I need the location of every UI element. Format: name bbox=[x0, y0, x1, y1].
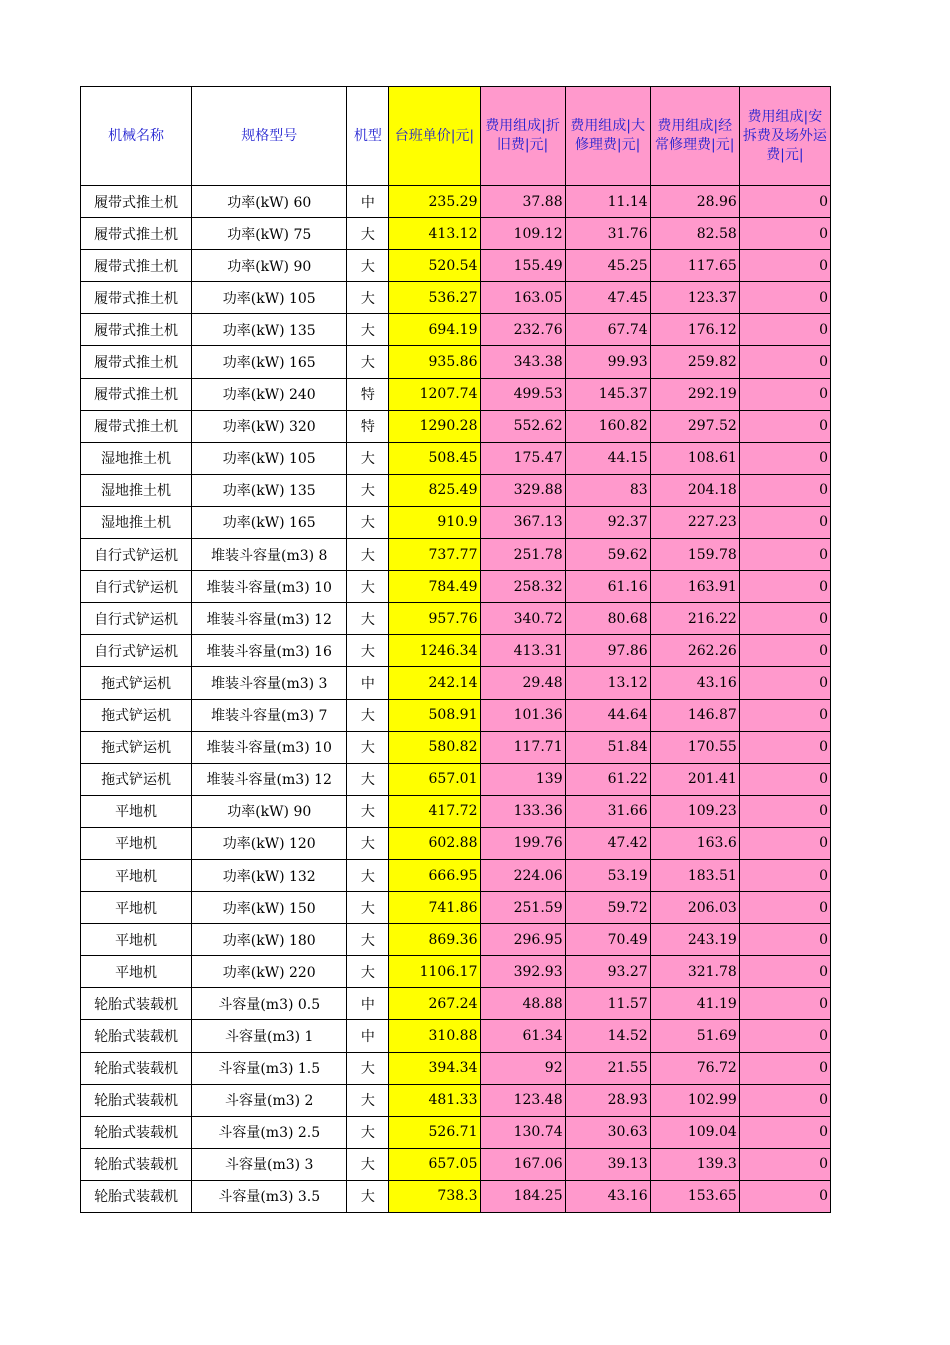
cell-price: 536.27 bbox=[389, 282, 480, 314]
table-row bbox=[81, 988, 831, 1020]
cell-spec: 堆装斗容量(m3) 10 bbox=[192, 571, 347, 603]
cell-install: 0 bbox=[739, 1148, 830, 1180]
cell-install: 0 bbox=[739, 635, 830, 667]
cell-name: 平地机 bbox=[81, 924, 192, 956]
table-body bbox=[81, 186, 831, 1213]
cell-depreciation: 130.74 bbox=[480, 1116, 565, 1148]
cell-depreciation: 232.76 bbox=[480, 314, 565, 346]
cell-overhaul: 47.45 bbox=[565, 282, 650, 314]
cell-name: 湿地推土机 bbox=[81, 442, 192, 474]
header-depreciation: 费用组成|折旧费|元| bbox=[480, 87, 565, 186]
cell-price: 508.45 bbox=[389, 442, 480, 474]
cell-install: 0 bbox=[739, 539, 830, 571]
cell-overhaul: 92.37 bbox=[565, 506, 650, 538]
cell-type: 大 bbox=[347, 506, 389, 538]
cell-overhaul: 28.93 bbox=[565, 1084, 650, 1116]
cell-maintenance: 117.65 bbox=[650, 250, 739, 282]
table-row bbox=[81, 506, 831, 538]
cell-overhaul: 99.93 bbox=[565, 346, 650, 378]
cell-maintenance: 41.19 bbox=[650, 988, 739, 1020]
cell-install: 0 bbox=[739, 378, 830, 410]
cell-depreciation: 329.88 bbox=[480, 474, 565, 506]
cell-maintenance: 43.16 bbox=[650, 667, 739, 699]
cell-spec: 功率(kW) 75 bbox=[192, 218, 347, 250]
cell-overhaul: 61.16 bbox=[565, 571, 650, 603]
table-row bbox=[81, 314, 831, 346]
cell-name: 履带式推土机 bbox=[81, 250, 192, 282]
table-row bbox=[81, 956, 831, 988]
cell-maintenance: 183.51 bbox=[650, 859, 739, 891]
cell-type: 大 bbox=[347, 763, 389, 795]
cell-depreciation: 343.38 bbox=[480, 346, 565, 378]
cell-type: 大 bbox=[347, 1084, 389, 1116]
cell-price: 413.12 bbox=[389, 218, 480, 250]
cell-maintenance: 259.82 bbox=[650, 346, 739, 378]
table-row bbox=[81, 1180, 831, 1212]
header-spec: 规格型号 bbox=[192, 87, 347, 186]
cell-price: 694.19 bbox=[389, 314, 480, 346]
cell-maintenance: 227.23 bbox=[650, 506, 739, 538]
cell-depreciation: 251.78 bbox=[480, 539, 565, 571]
cell-maintenance: 159.78 bbox=[650, 539, 739, 571]
cell-overhaul: 21.55 bbox=[565, 1052, 650, 1084]
table-row bbox=[81, 1116, 831, 1148]
cell-name: 平地机 bbox=[81, 827, 192, 859]
cell-type: 中 bbox=[347, 186, 389, 218]
cell-price: 737.77 bbox=[389, 539, 480, 571]
cell-spec: 堆装斗容量(m3) 16 bbox=[192, 635, 347, 667]
cell-name: 履带式推土机 bbox=[81, 410, 192, 442]
cell-spec: 斗容量(m3) 0.5 bbox=[192, 988, 347, 1020]
cell-price: 520.54 bbox=[389, 250, 480, 282]
cell-price: 1246.34 bbox=[389, 635, 480, 667]
cell-depreciation: 61.34 bbox=[480, 1020, 565, 1052]
cell-name: 履带式推土机 bbox=[81, 218, 192, 250]
cell-install: 0 bbox=[739, 827, 830, 859]
cell-install: 0 bbox=[739, 1180, 830, 1212]
cell-install: 0 bbox=[739, 699, 830, 731]
header-price: 台班单价|元| bbox=[389, 87, 480, 186]
cell-price: 1207.74 bbox=[389, 378, 480, 410]
cell-depreciation: 184.25 bbox=[480, 1180, 565, 1212]
cell-spec: 斗容量(m3) 3 bbox=[192, 1148, 347, 1180]
cell-maintenance: 206.03 bbox=[650, 892, 739, 924]
cell-spec: 功率(kW) 135 bbox=[192, 314, 347, 346]
cell-name: 轮胎式装载机 bbox=[81, 988, 192, 1020]
cell-name: 自行式铲运机 bbox=[81, 571, 192, 603]
cell-install: 0 bbox=[739, 603, 830, 635]
cell-name: 平地机 bbox=[81, 795, 192, 827]
cell-overhaul: 44.64 bbox=[565, 699, 650, 731]
cell-maintenance: 204.18 bbox=[650, 474, 739, 506]
cell-install: 0 bbox=[739, 250, 830, 282]
cell-maintenance: 321.78 bbox=[650, 956, 739, 988]
cell-name: 平地机 bbox=[81, 859, 192, 891]
cell-type: 大 bbox=[347, 282, 389, 314]
cell-name: 轮胎式装载机 bbox=[81, 1020, 192, 1052]
cell-depreciation: 296.95 bbox=[480, 924, 565, 956]
cell-spec: 功率(kW) 150 bbox=[192, 892, 347, 924]
cell-install: 0 bbox=[739, 410, 830, 442]
table-row bbox=[81, 827, 831, 859]
cell-spec: 斗容量(m3) 2 bbox=[192, 1084, 347, 1116]
cell-spec: 功率(kW) 135 bbox=[192, 474, 347, 506]
cell-name: 平地机 bbox=[81, 892, 192, 924]
cell-price: 235.29 bbox=[389, 186, 480, 218]
cell-type: 大 bbox=[347, 795, 389, 827]
header-row bbox=[81, 87, 831, 186]
cell-maintenance: 163.6 bbox=[650, 827, 739, 859]
table-row bbox=[81, 699, 831, 731]
cell-depreciation: 199.76 bbox=[480, 827, 565, 859]
cell-spec: 斗容量(m3) 1 bbox=[192, 1020, 347, 1052]
cell-install: 0 bbox=[739, 314, 830, 346]
cell-maintenance: 51.69 bbox=[650, 1020, 739, 1052]
cell-depreciation: 29.48 bbox=[480, 667, 565, 699]
cell-type: 大 bbox=[347, 699, 389, 731]
cell-type: 大 bbox=[347, 731, 389, 763]
cell-depreciation: 92 bbox=[480, 1052, 565, 1084]
cell-overhaul: 59.62 bbox=[565, 539, 650, 571]
cell-name: 平地机 bbox=[81, 956, 192, 988]
cell-type: 大 bbox=[347, 250, 389, 282]
cell-overhaul: 61.22 bbox=[565, 763, 650, 795]
cell-spec: 功率(kW) 60 bbox=[192, 186, 347, 218]
cell-price: 869.36 bbox=[389, 924, 480, 956]
cell-price: 738.3 bbox=[389, 1180, 480, 1212]
cell-type: 大 bbox=[347, 314, 389, 346]
cell-type: 大 bbox=[347, 1180, 389, 1212]
cell-spec: 功率(kW) 105 bbox=[192, 282, 347, 314]
cell-type: 中 bbox=[347, 667, 389, 699]
cell-type: 大 bbox=[347, 346, 389, 378]
cell-price: 666.95 bbox=[389, 859, 480, 891]
cell-maintenance: 146.87 bbox=[650, 699, 739, 731]
cell-price: 825.49 bbox=[389, 474, 480, 506]
cell-install: 0 bbox=[739, 988, 830, 1020]
cell-price: 1106.17 bbox=[389, 956, 480, 988]
machinery-cost-table bbox=[80, 86, 831, 1213]
cell-price: 417.72 bbox=[389, 795, 480, 827]
cell-type: 大 bbox=[347, 442, 389, 474]
cell-spec: 功率(kW) 220 bbox=[192, 956, 347, 988]
cell-name: 湿地推土机 bbox=[81, 506, 192, 538]
table-row bbox=[81, 1020, 831, 1052]
cell-type: 大 bbox=[347, 1052, 389, 1084]
cell-spec: 堆装斗容量(m3) 12 bbox=[192, 763, 347, 795]
cell-spec: 功率(kW) 105 bbox=[192, 442, 347, 474]
cell-type: 中 bbox=[347, 1020, 389, 1052]
cell-overhaul: 43.16 bbox=[565, 1180, 650, 1212]
cell-name: 自行式铲运机 bbox=[81, 603, 192, 635]
table-row bbox=[81, 603, 831, 635]
cell-price: 481.33 bbox=[389, 1084, 480, 1116]
cell-spec: 功率(kW) 165 bbox=[192, 506, 347, 538]
cell-price: 267.24 bbox=[389, 988, 480, 1020]
table-row bbox=[81, 892, 831, 924]
cell-name: 轮胎式装载机 bbox=[81, 1084, 192, 1116]
cell-depreciation: 123.48 bbox=[480, 1084, 565, 1116]
cell-spec: 功率(kW) 132 bbox=[192, 859, 347, 891]
cell-name: 拖式铲运机 bbox=[81, 731, 192, 763]
cell-price: 394.34 bbox=[389, 1052, 480, 1084]
cell-maintenance: 201.41 bbox=[650, 763, 739, 795]
cell-install: 0 bbox=[739, 763, 830, 795]
cell-install: 0 bbox=[739, 859, 830, 891]
cell-spec: 斗容量(m3) 1.5 bbox=[192, 1052, 347, 1084]
cell-maintenance: 216.22 bbox=[650, 603, 739, 635]
cell-type: 大 bbox=[347, 635, 389, 667]
cell-type: 大 bbox=[347, 859, 389, 891]
cell-price: 242.14 bbox=[389, 667, 480, 699]
cell-maintenance: 292.19 bbox=[650, 378, 739, 410]
cell-name: 自行式铲运机 bbox=[81, 635, 192, 667]
header-install: 费用组成|安拆费及场外运费|元| bbox=[739, 87, 830, 186]
cell-install: 0 bbox=[739, 442, 830, 474]
cell-overhaul: 80.68 bbox=[565, 603, 650, 635]
cell-type: 特 bbox=[347, 378, 389, 410]
cell-install: 0 bbox=[739, 571, 830, 603]
table-row bbox=[81, 763, 831, 795]
table-row bbox=[81, 571, 831, 603]
cell-install: 0 bbox=[739, 218, 830, 250]
cell-depreciation: 117.71 bbox=[480, 731, 565, 763]
cell-spec: 功率(kW) 180 bbox=[192, 924, 347, 956]
cell-name: 轮胎式装载机 bbox=[81, 1148, 192, 1180]
table-row bbox=[81, 731, 831, 763]
cell-overhaul: 145.37 bbox=[565, 378, 650, 410]
cell-name: 拖式铲运机 bbox=[81, 667, 192, 699]
table-row bbox=[81, 218, 831, 250]
cell-install: 0 bbox=[739, 346, 830, 378]
cell-spec: 堆装斗容量(m3) 7 bbox=[192, 699, 347, 731]
cell-overhaul: 45.25 bbox=[565, 250, 650, 282]
cell-type: 大 bbox=[347, 1116, 389, 1148]
cell-overhaul: 67.74 bbox=[565, 314, 650, 346]
cell-spec: 堆装斗容量(m3) 10 bbox=[192, 731, 347, 763]
table-row bbox=[81, 667, 831, 699]
cell-name: 湿地推土机 bbox=[81, 474, 192, 506]
cell-name: 轮胎式装载机 bbox=[81, 1116, 192, 1148]
cell-overhaul: 59.72 bbox=[565, 892, 650, 924]
cell-spec: 堆装斗容量(m3) 8 bbox=[192, 539, 347, 571]
cell-maintenance: 109.23 bbox=[650, 795, 739, 827]
cell-maintenance: 102.99 bbox=[650, 1084, 739, 1116]
cell-price: 784.49 bbox=[389, 571, 480, 603]
cell-type: 特 bbox=[347, 410, 389, 442]
cell-price: 1290.28 bbox=[389, 410, 480, 442]
cell-price: 602.88 bbox=[389, 827, 480, 859]
table-row bbox=[81, 795, 831, 827]
cell-type: 大 bbox=[347, 218, 389, 250]
header-maintenance: 费用组成|经常修理费|元| bbox=[650, 87, 739, 186]
cell-type: 大 bbox=[347, 603, 389, 635]
cell-spec: 堆装斗容量(m3) 3 bbox=[192, 667, 347, 699]
cell-maintenance: 28.96 bbox=[650, 186, 739, 218]
table-row bbox=[81, 1084, 831, 1116]
cell-maintenance: 170.55 bbox=[650, 731, 739, 763]
cell-type: 大 bbox=[347, 827, 389, 859]
cell-install: 0 bbox=[739, 1084, 830, 1116]
cell-name: 履带式推土机 bbox=[81, 186, 192, 218]
cell-type: 大 bbox=[347, 539, 389, 571]
cell-maintenance: 76.72 bbox=[650, 1052, 739, 1084]
cell-overhaul: 31.66 bbox=[565, 795, 650, 827]
cell-overhaul: 47.42 bbox=[565, 827, 650, 859]
cell-install: 0 bbox=[739, 924, 830, 956]
cell-spec: 功率(kW) 320 bbox=[192, 410, 347, 442]
cell-name: 自行式铲运机 bbox=[81, 539, 192, 571]
cell-price: 910.9 bbox=[389, 506, 480, 538]
table-row bbox=[81, 539, 831, 571]
cell-overhaul: 93.27 bbox=[565, 956, 650, 988]
cell-name: 履带式推土机 bbox=[81, 346, 192, 378]
table-row bbox=[81, 1052, 831, 1084]
cell-price: 957.76 bbox=[389, 603, 480, 635]
cell-install: 0 bbox=[739, 282, 830, 314]
cell-overhaul: 13.12 bbox=[565, 667, 650, 699]
cell-overhaul: 53.19 bbox=[565, 859, 650, 891]
cell-overhaul: 83 bbox=[565, 474, 650, 506]
cell-overhaul: 30.63 bbox=[565, 1116, 650, 1148]
cell-install: 0 bbox=[739, 1116, 830, 1148]
cell-type: 中 bbox=[347, 988, 389, 1020]
cell-depreciation: 175.47 bbox=[480, 442, 565, 474]
table-row bbox=[81, 442, 831, 474]
cell-depreciation: 251.59 bbox=[480, 892, 565, 924]
cell-name: 履带式推土机 bbox=[81, 282, 192, 314]
cell-maintenance: 82.58 bbox=[650, 218, 739, 250]
cell-overhaul: 14.52 bbox=[565, 1020, 650, 1052]
cell-spec: 功率(kW) 90 bbox=[192, 250, 347, 282]
table-row bbox=[81, 250, 831, 282]
cell-price: 657.01 bbox=[389, 763, 480, 795]
cell-spec: 斗容量(m3) 3.5 bbox=[192, 1180, 347, 1212]
header-name: 机械名称 bbox=[81, 87, 192, 186]
cell-install: 0 bbox=[739, 474, 830, 506]
cell-install: 0 bbox=[739, 731, 830, 763]
cell-spec: 功率(kW) 90 bbox=[192, 795, 347, 827]
cell-depreciation: 413.31 bbox=[480, 635, 565, 667]
cell-depreciation: 37.88 bbox=[480, 186, 565, 218]
cell-install: 0 bbox=[739, 956, 830, 988]
table-row bbox=[81, 1148, 831, 1180]
cell-install: 0 bbox=[739, 795, 830, 827]
cell-depreciation: 167.06 bbox=[480, 1148, 565, 1180]
table-row bbox=[81, 859, 831, 891]
cell-name: 履带式推土机 bbox=[81, 314, 192, 346]
cell-overhaul: 70.49 bbox=[565, 924, 650, 956]
cell-overhaul: 31.76 bbox=[565, 218, 650, 250]
cell-overhaul: 51.84 bbox=[565, 731, 650, 763]
cell-maintenance: 163.91 bbox=[650, 571, 739, 603]
cell-name: 拖式铲运机 bbox=[81, 763, 192, 795]
cell-depreciation: 109.12 bbox=[480, 218, 565, 250]
cell-price: 580.82 bbox=[389, 731, 480, 763]
cell-maintenance: 297.52 bbox=[650, 410, 739, 442]
cell-price: 526.71 bbox=[389, 1116, 480, 1148]
table-row bbox=[81, 282, 831, 314]
cell-type: 大 bbox=[347, 474, 389, 506]
cell-depreciation: 133.36 bbox=[480, 795, 565, 827]
cell-spec: 功率(kW) 120 bbox=[192, 827, 347, 859]
table-row bbox=[81, 635, 831, 667]
cell-maintenance: 123.37 bbox=[650, 282, 739, 314]
cell-depreciation: 499.53 bbox=[480, 378, 565, 410]
cell-depreciation: 552.62 bbox=[480, 410, 565, 442]
cell-install: 0 bbox=[739, 1052, 830, 1084]
cell-spec: 斗容量(m3) 2.5 bbox=[192, 1116, 347, 1148]
table-row bbox=[81, 378, 831, 410]
cell-install: 0 bbox=[739, 186, 830, 218]
cell-overhaul: 97.86 bbox=[565, 635, 650, 667]
cell-depreciation: 258.32 bbox=[480, 571, 565, 603]
header-type: 机型 bbox=[347, 87, 389, 186]
cell-price: 935.86 bbox=[389, 346, 480, 378]
cell-spec: 堆装斗容量(m3) 12 bbox=[192, 603, 347, 635]
cell-install: 0 bbox=[739, 892, 830, 924]
cell-type: 大 bbox=[347, 892, 389, 924]
cell-overhaul: 11.57 bbox=[565, 988, 650, 1020]
cell-depreciation: 367.13 bbox=[480, 506, 565, 538]
cell-depreciation: 139 bbox=[480, 763, 565, 795]
cell-install: 0 bbox=[739, 1020, 830, 1052]
cell-depreciation: 340.72 bbox=[480, 603, 565, 635]
cell-name: 履带式推土机 bbox=[81, 378, 192, 410]
cell-install: 0 bbox=[739, 506, 830, 538]
cell-name: 轮胎式装载机 bbox=[81, 1180, 192, 1212]
cell-depreciation: 48.88 bbox=[480, 988, 565, 1020]
cell-price: 741.86 bbox=[389, 892, 480, 924]
cell-spec: 功率(kW) 240 bbox=[192, 378, 347, 410]
cell-price: 657.05 bbox=[389, 1148, 480, 1180]
table-row bbox=[81, 474, 831, 506]
cell-maintenance: 108.61 bbox=[650, 442, 739, 474]
table-row bbox=[81, 186, 831, 218]
header-overhaul: 费用组成|大修理费|元| bbox=[565, 87, 650, 186]
cell-depreciation: 163.05 bbox=[480, 282, 565, 314]
cell-name: 拖式铲运机 bbox=[81, 699, 192, 731]
cell-depreciation: 224.06 bbox=[480, 859, 565, 891]
cell-name: 轮胎式装载机 bbox=[81, 1052, 192, 1084]
cell-spec: 功率(kW) 165 bbox=[192, 346, 347, 378]
cell-overhaul: 39.13 bbox=[565, 1148, 650, 1180]
cell-type: 大 bbox=[347, 571, 389, 603]
cell-depreciation: 155.49 bbox=[480, 250, 565, 282]
cell-overhaul: 44.15 bbox=[565, 442, 650, 474]
cell-type: 大 bbox=[347, 1148, 389, 1180]
cell-price: 310.88 bbox=[389, 1020, 480, 1052]
cell-maintenance: 153.65 bbox=[650, 1180, 739, 1212]
cell-install: 0 bbox=[739, 667, 830, 699]
cell-price: 508.91 bbox=[389, 699, 480, 731]
cell-overhaul: 11.14 bbox=[565, 186, 650, 218]
table-row bbox=[81, 346, 831, 378]
cell-maintenance: 243.19 bbox=[650, 924, 739, 956]
cell-maintenance: 139.3 bbox=[650, 1148, 739, 1180]
cell-maintenance: 109.04 bbox=[650, 1116, 739, 1148]
cell-depreciation: 101.36 bbox=[480, 699, 565, 731]
cell-type: 大 bbox=[347, 956, 389, 988]
cell-overhaul: 160.82 bbox=[565, 410, 650, 442]
table-row bbox=[81, 924, 831, 956]
cell-depreciation: 392.93 bbox=[480, 956, 565, 988]
cell-maintenance: 262.26 bbox=[650, 635, 739, 667]
cell-type: 大 bbox=[347, 924, 389, 956]
table-row bbox=[81, 410, 831, 442]
cell-maintenance: 176.12 bbox=[650, 314, 739, 346]
